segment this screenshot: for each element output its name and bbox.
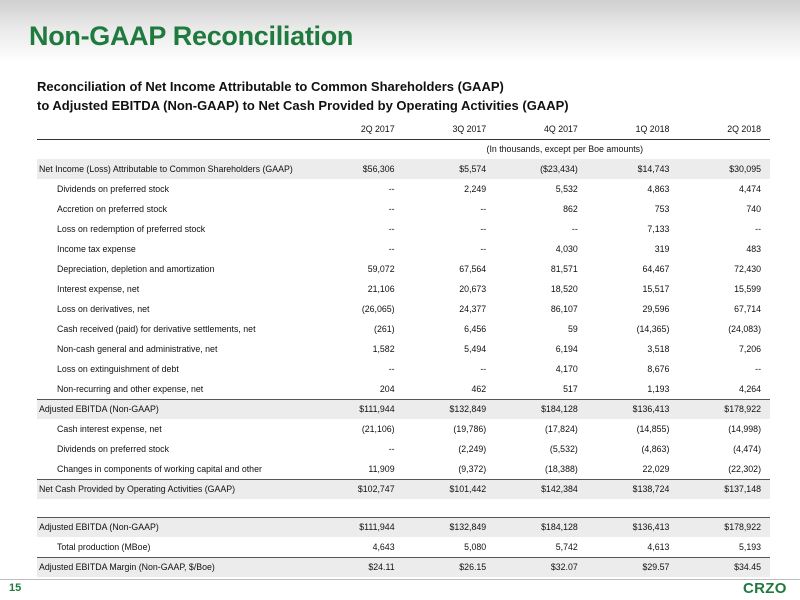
row-label: Net Income (Loss) Attributable to Common Shareholders (GAAP): [37, 159, 312, 179]
cell-value: 8,676: [647, 364, 670, 374]
cell-value: 4,613: [647, 541, 670, 552]
cell-value: --: [480, 204, 487, 214]
spacer-cell: [37, 499, 770, 517]
cell-value: $5,574: [404, 159, 496, 179]
cell-value: (26,065): [361, 304, 395, 314]
column-header: 2Q 2018: [678, 119, 770, 139]
table-subtitle: [37, 77, 569, 115]
row-label: Cash received (paid) for derivative settlements, net: [57, 324, 256, 334]
column-header: 3Q 2017: [404, 119, 496, 139]
cell-value: (19,786): [453, 424, 487, 434]
row-label: Adjusted EBITDA Margin (Non-GAAP, $/Boe): [37, 557, 312, 577]
cell-value: 67,714: [734, 304, 761, 314]
cell-value: --: [388, 184, 395, 194]
cell-value: 517: [563, 383, 578, 394]
cell-value: 3,518: [647, 344, 670, 354]
cell-value: 15,517: [642, 284, 670, 294]
row-label: Changes in components of working capital and other: [57, 463, 262, 474]
cell-value: (21,106): [361, 424, 395, 434]
cell-value: --: [388, 444, 395, 454]
cell-value: 4,863: [647, 184, 670, 194]
row-label: Accretion on preferred stock: [57, 204, 168, 214]
row-label: Dividends on preferred stock: [57, 184, 169, 194]
cell-value: $138,724: [587, 479, 679, 499]
table-row: [37, 159, 770, 179]
cell-value: 29,596: [642, 304, 670, 314]
subtitle-line-1: Reconciliation of Net Income Attributable to Common Shareholders (GAAP): [37, 79, 504, 94]
page-number: 15: [9, 582, 22, 594]
cell-value: (14,998): [728, 424, 761, 434]
cell-value: $26.15: [404, 557, 496, 577]
cell-value: $14,743: [587, 159, 679, 179]
cell-value: 11,909: [368, 463, 395, 474]
cell-value: $111,944: [312, 399, 404, 419]
cell-value: 59,072: [367, 264, 395, 274]
reconciliation-table: [37, 119, 770, 577]
cell-value: $34.45: [678, 557, 770, 577]
table-row: [37, 299, 770, 319]
cell-value: (18,388): [545, 463, 578, 474]
row-label: Dividends on preferred stock: [57, 444, 169, 454]
cell-value: $111,944: [312, 517, 404, 537]
row-label: Non-cash general and administrative, net: [57, 344, 218, 354]
cell-value: 67,564: [459, 264, 487, 274]
cell-value: 59: [567, 324, 578, 334]
row-label: Non-recurring and other expense, net: [57, 383, 204, 394]
cell-value: 6,194: [555, 344, 578, 354]
table-row: [37, 459, 770, 479]
cell-value: (24,083): [728, 324, 761, 334]
cell-value: (2,249): [458, 444, 487, 454]
table-row: [37, 279, 770, 299]
table-row: [37, 179, 770, 199]
cell-value: 204: [379, 383, 395, 394]
cell-value: (22,302): [728, 463, 761, 474]
cell-value: $102,747: [312, 479, 404, 499]
cell-value: $32.07: [495, 557, 587, 577]
cell-value: $178,922: [678, 399, 770, 419]
cell-value: 319: [654, 244, 670, 254]
table-row: [37, 517, 770, 537]
column-header: 1Q 2018: [587, 119, 679, 139]
cell-value: 15,599: [734, 284, 761, 294]
cell-value: 5,193: [738, 541, 761, 552]
table-row: [37, 359, 770, 379]
footer-divider: [0, 579, 800, 580]
row-label: Income tax expense: [57, 244, 136, 254]
table-row: [37, 259, 770, 279]
units-note: (In thousands, except per Boe amounts): [486, 144, 643, 155]
cell-value: $142,384: [495, 479, 587, 499]
row-label: Depreciation, depletion and amortization: [57, 264, 215, 274]
cell-value: $30,095: [678, 159, 770, 179]
cell-value: (4,474): [733, 444, 761, 454]
cell-value: (5,532): [549, 444, 578, 454]
subtitle-line-2: to Adjusted EBITDA (Non-GAAP) to Net Cash Provided by Operating Activities (GAAP): [37, 98, 569, 113]
cell-value: 6,456: [464, 324, 487, 334]
cell-value: 21,106: [367, 284, 395, 294]
cell-value: ($23,434): [495, 159, 587, 179]
cell-value: 7,206: [738, 344, 761, 354]
table-row: [37, 557, 770, 577]
cell-value: $136,413: [587, 399, 679, 419]
cell-value: 2,249: [464, 184, 487, 194]
cell-value: 5,532: [555, 184, 578, 194]
cell-value: 5,080: [464, 541, 487, 552]
cell-value: (9,372): [458, 463, 487, 474]
cell-value: 4,474: [738, 184, 761, 194]
cell-value: --: [388, 364, 395, 374]
cell-value: 22,029: [642, 463, 670, 474]
cell-value: 462: [471, 383, 487, 394]
cell-value: 740: [746, 204, 761, 214]
company-logo: CRZO: [743, 580, 787, 597]
table-row: [37, 537, 770, 557]
table-row: [37, 439, 770, 459]
spacer-row: [37, 499, 770, 517]
cell-value: $101,442: [404, 479, 496, 499]
page-title: Non-GAAP Reconciliation: [29, 21, 354, 51]
cell-value: --: [388, 204, 395, 214]
row-label: Loss on derivatives, net: [57, 304, 150, 314]
table-row: [37, 379, 770, 399]
cell-value: $132,849: [404, 517, 496, 537]
header-row: [37, 119, 770, 139]
cell-value: --: [388, 224, 395, 234]
cell-value: (4,863): [641, 444, 670, 454]
units-row: [37, 139, 770, 159]
cell-value: $29.57: [587, 557, 679, 577]
cell-value: 862: [563, 204, 578, 214]
cell-value: --: [755, 224, 761, 234]
cell-value: (14,855): [636, 424, 670, 434]
cell-value: $184,128: [495, 399, 587, 419]
table-row: [37, 399, 770, 419]
cell-value: $56,306: [312, 159, 404, 179]
cell-value: 5,494: [464, 344, 487, 354]
cell-value: $137,148: [678, 479, 770, 499]
cell-value: $178,922: [678, 517, 770, 537]
column-header: 4Q 2017: [495, 119, 587, 139]
row-label: Loss on redemption of preferred stock: [57, 224, 206, 234]
table-row: [37, 199, 770, 219]
cell-value: 20,673: [459, 284, 487, 294]
cell-value: (261): [374, 324, 395, 334]
cell-value: $184,128: [495, 517, 587, 537]
cell-value: $132,849: [404, 399, 496, 419]
cell-value: --: [388, 244, 395, 254]
table-row: [37, 219, 770, 239]
row-label: Adjusted EBITDA (Non-GAAP): [37, 399, 312, 419]
cell-value: --: [480, 224, 487, 234]
cell-value: 483: [746, 244, 761, 254]
cell-value: --: [571, 224, 578, 234]
cell-value: --: [480, 244, 487, 254]
column-header: 2Q 2017: [312, 119, 404, 139]
cell-value: 64,467: [642, 264, 670, 274]
cell-value: 1,193: [647, 383, 670, 394]
cell-value: 5,742: [555, 541, 578, 552]
row-label: Adjusted EBITDA (Non-GAAP): [37, 517, 312, 537]
cell-value: 81,571: [550, 264, 578, 274]
cell-value: 18,520: [550, 284, 578, 294]
cell-value: --: [480, 364, 487, 374]
table-row: [37, 479, 770, 499]
cell-value: 4,030: [555, 244, 578, 254]
header-blank: [37, 119, 312, 139]
table-row: [37, 239, 770, 259]
cell-value: 72,430: [734, 264, 761, 274]
cell-value: (17,824): [545, 424, 578, 434]
row-label: Loss on extinguishment of debt: [57, 364, 179, 374]
cell-value: 4,170: [555, 364, 578, 374]
cell-value: 1,582: [372, 344, 395, 354]
cell-value: --: [755, 364, 761, 374]
row-label: Net Cash Provided by Operating Activities (GAAP): [37, 479, 312, 499]
cell-value: $24.11: [312, 557, 404, 577]
table-row: [37, 339, 770, 359]
row-label: Cash interest expense, net: [57, 424, 162, 434]
cell-value: $136,413: [587, 517, 679, 537]
cell-value: (14,365): [636, 324, 670, 334]
table-row: [37, 419, 770, 439]
row-label: Total production (MBoe): [57, 541, 151, 552]
cell-value: 753: [654, 204, 670, 214]
cell-value: 4,264: [738, 383, 761, 394]
cell-value: 86,107: [550, 304, 578, 314]
cell-value: 7,133: [647, 224, 670, 234]
table-row: [37, 319, 770, 339]
cell-value: 24,377: [459, 304, 487, 314]
row-label: Interest expense, net: [57, 284, 140, 294]
cell-value: 4,643: [372, 541, 395, 552]
